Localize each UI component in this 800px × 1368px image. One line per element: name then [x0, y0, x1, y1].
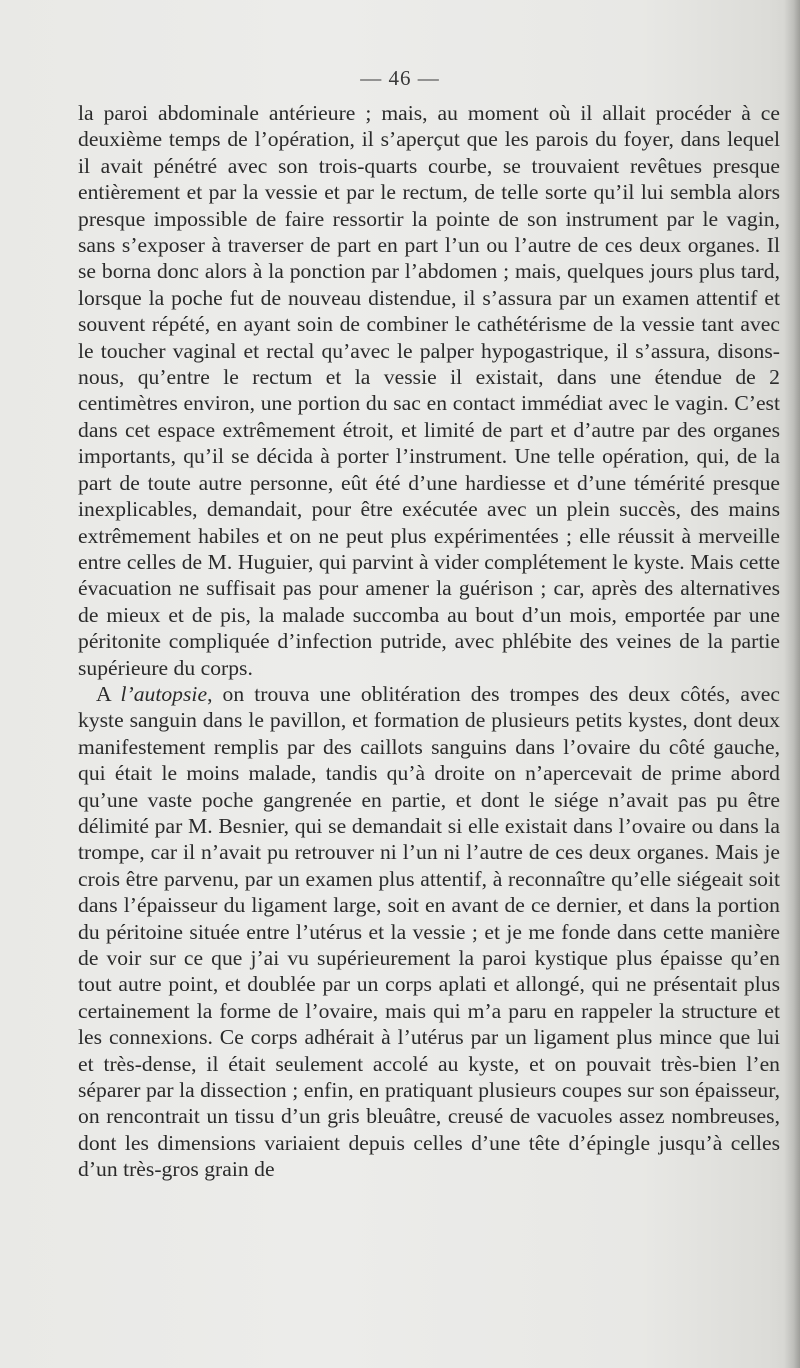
paragraph-1-text: la paroi abdominale antérieure ; mais, au moment où il allait procéder à ce deuxième temps de l’opération, il s’aperçut que les parois du foyer, dans lequel il avait pénétré avec son trois-quarts courbe, se trouvaient revêtues presque entièrement et par la vessie et par le rectum, de telle sorte qu’il lui sembla alors presque impossible de faire ressortir la pointe de son instrument par le vagin, sans s’exposer à traverser de part en part l’un ou l’autre de ces deux organes. Il se borna donc alors à la ponction par l’abdomen ; mais, quelques jours plus tard, lorsque la poche fut de nouveau distendue, il s’assura par un examen attentif et souvent répété, en ayant soin de combiner le cathétérisme de la vessie tant avec le toucher vaginal et rectal qu’avec le palper hypogastrique, il s’assura, disons-nous, qu’entre le rectum et la vessie il existait, dans une étendue de 2 centimètres environ, une portion du sac en contact immédiat avec le vagin. C’est dans cet espace extrêmement étroit, et limité de part et d’autre par des organes importants, qu’il se décida à porter l’instrument. Une telle opération, qui, de la part de toute autre personne, eût été d’une hardiesse et d’une témérité presque inexplicables, demandait, pour être exécutée avec un plein succès, des mains extrêmement habiles et on ne peut plus expérimentées ; elle réussit à merveille entre celles de M. Huguier, qui parvint à vider complétement le kyste. Mais cette évacuation ne suffisait pas pour amener la guérison ; car, après des alternatives de mieux et de pis, la malade succomba au bout d’un mois, emportée par une péritonite compliquée d’infection putride, avec phlébite des veines de la partie supérieure du corps.: [78, 101, 780, 680]
page-edge-shadow: [784, 0, 800, 1368]
page-number: — 46 —: [360, 66, 440, 90]
paragraph-2-italic-term: l’autopsie: [120, 681, 208, 706]
paragraph-2-lead: A: [96, 681, 121, 706]
paragraph-2: [78, 681, 780, 1183]
body-text: [78, 100, 780, 1183]
paragraph-1: [78, 100, 780, 681]
paragraph-2-text: , on trouva une oblitération des trompes des deux côtés, avec kyste sanguin dans le pavillon, et formation de plusieurs petits kystes, dont deux manifestement remplis par des caillots sanguins dans l’ovaire du côté gauche, qui était le moins malade, tandis qu’à droite on n’apercevait de prime abord qu’une vaste poche gangrenée en partie, et dont le siége n’avait pas pu être délimité par M. Besnier, qui se demandait si elle existait dans l’ovaire ou dans la trompe, car il n’avait pu retrouver ni l’un ni l’autre de ces deux organes. Mais je crois être parvenu, par un examen plus attentif, à reconnaître qu’elle siégeait soit dans l’épaisseur du ligament large, soit en avant de ce dernier, et dans la portion du péritoine située entre l’utérus et la vessie ; et je me fonde dans cette manière de voir sur ce que j’ai vu supérieurement la paroi kystique plus épaisse qu’en tout autre point, et doublée par un corps aplati et allongé, qui ne présentait plus certainement la forme de l’ovaire, mais qui m’a paru en rappeler la structure et les connexions. Ce corps adhérait à l’utérus par un ligament plus mince que lui et très-dense, il était seulement accolé au kyste, et on pouvait très-bien l’en séparer par la dissection ; enfin, en pratiquant plusieurs coupes sur son épaisseur, on rencontrait un tissu d’un gris bleuâtre, creusé de vacuoles assez nombreuses, dont les dimensions variaient depuis celles d’une tête d’épingle jusqu’à celles d’un très-gros grain de: [78, 681, 780, 1182]
